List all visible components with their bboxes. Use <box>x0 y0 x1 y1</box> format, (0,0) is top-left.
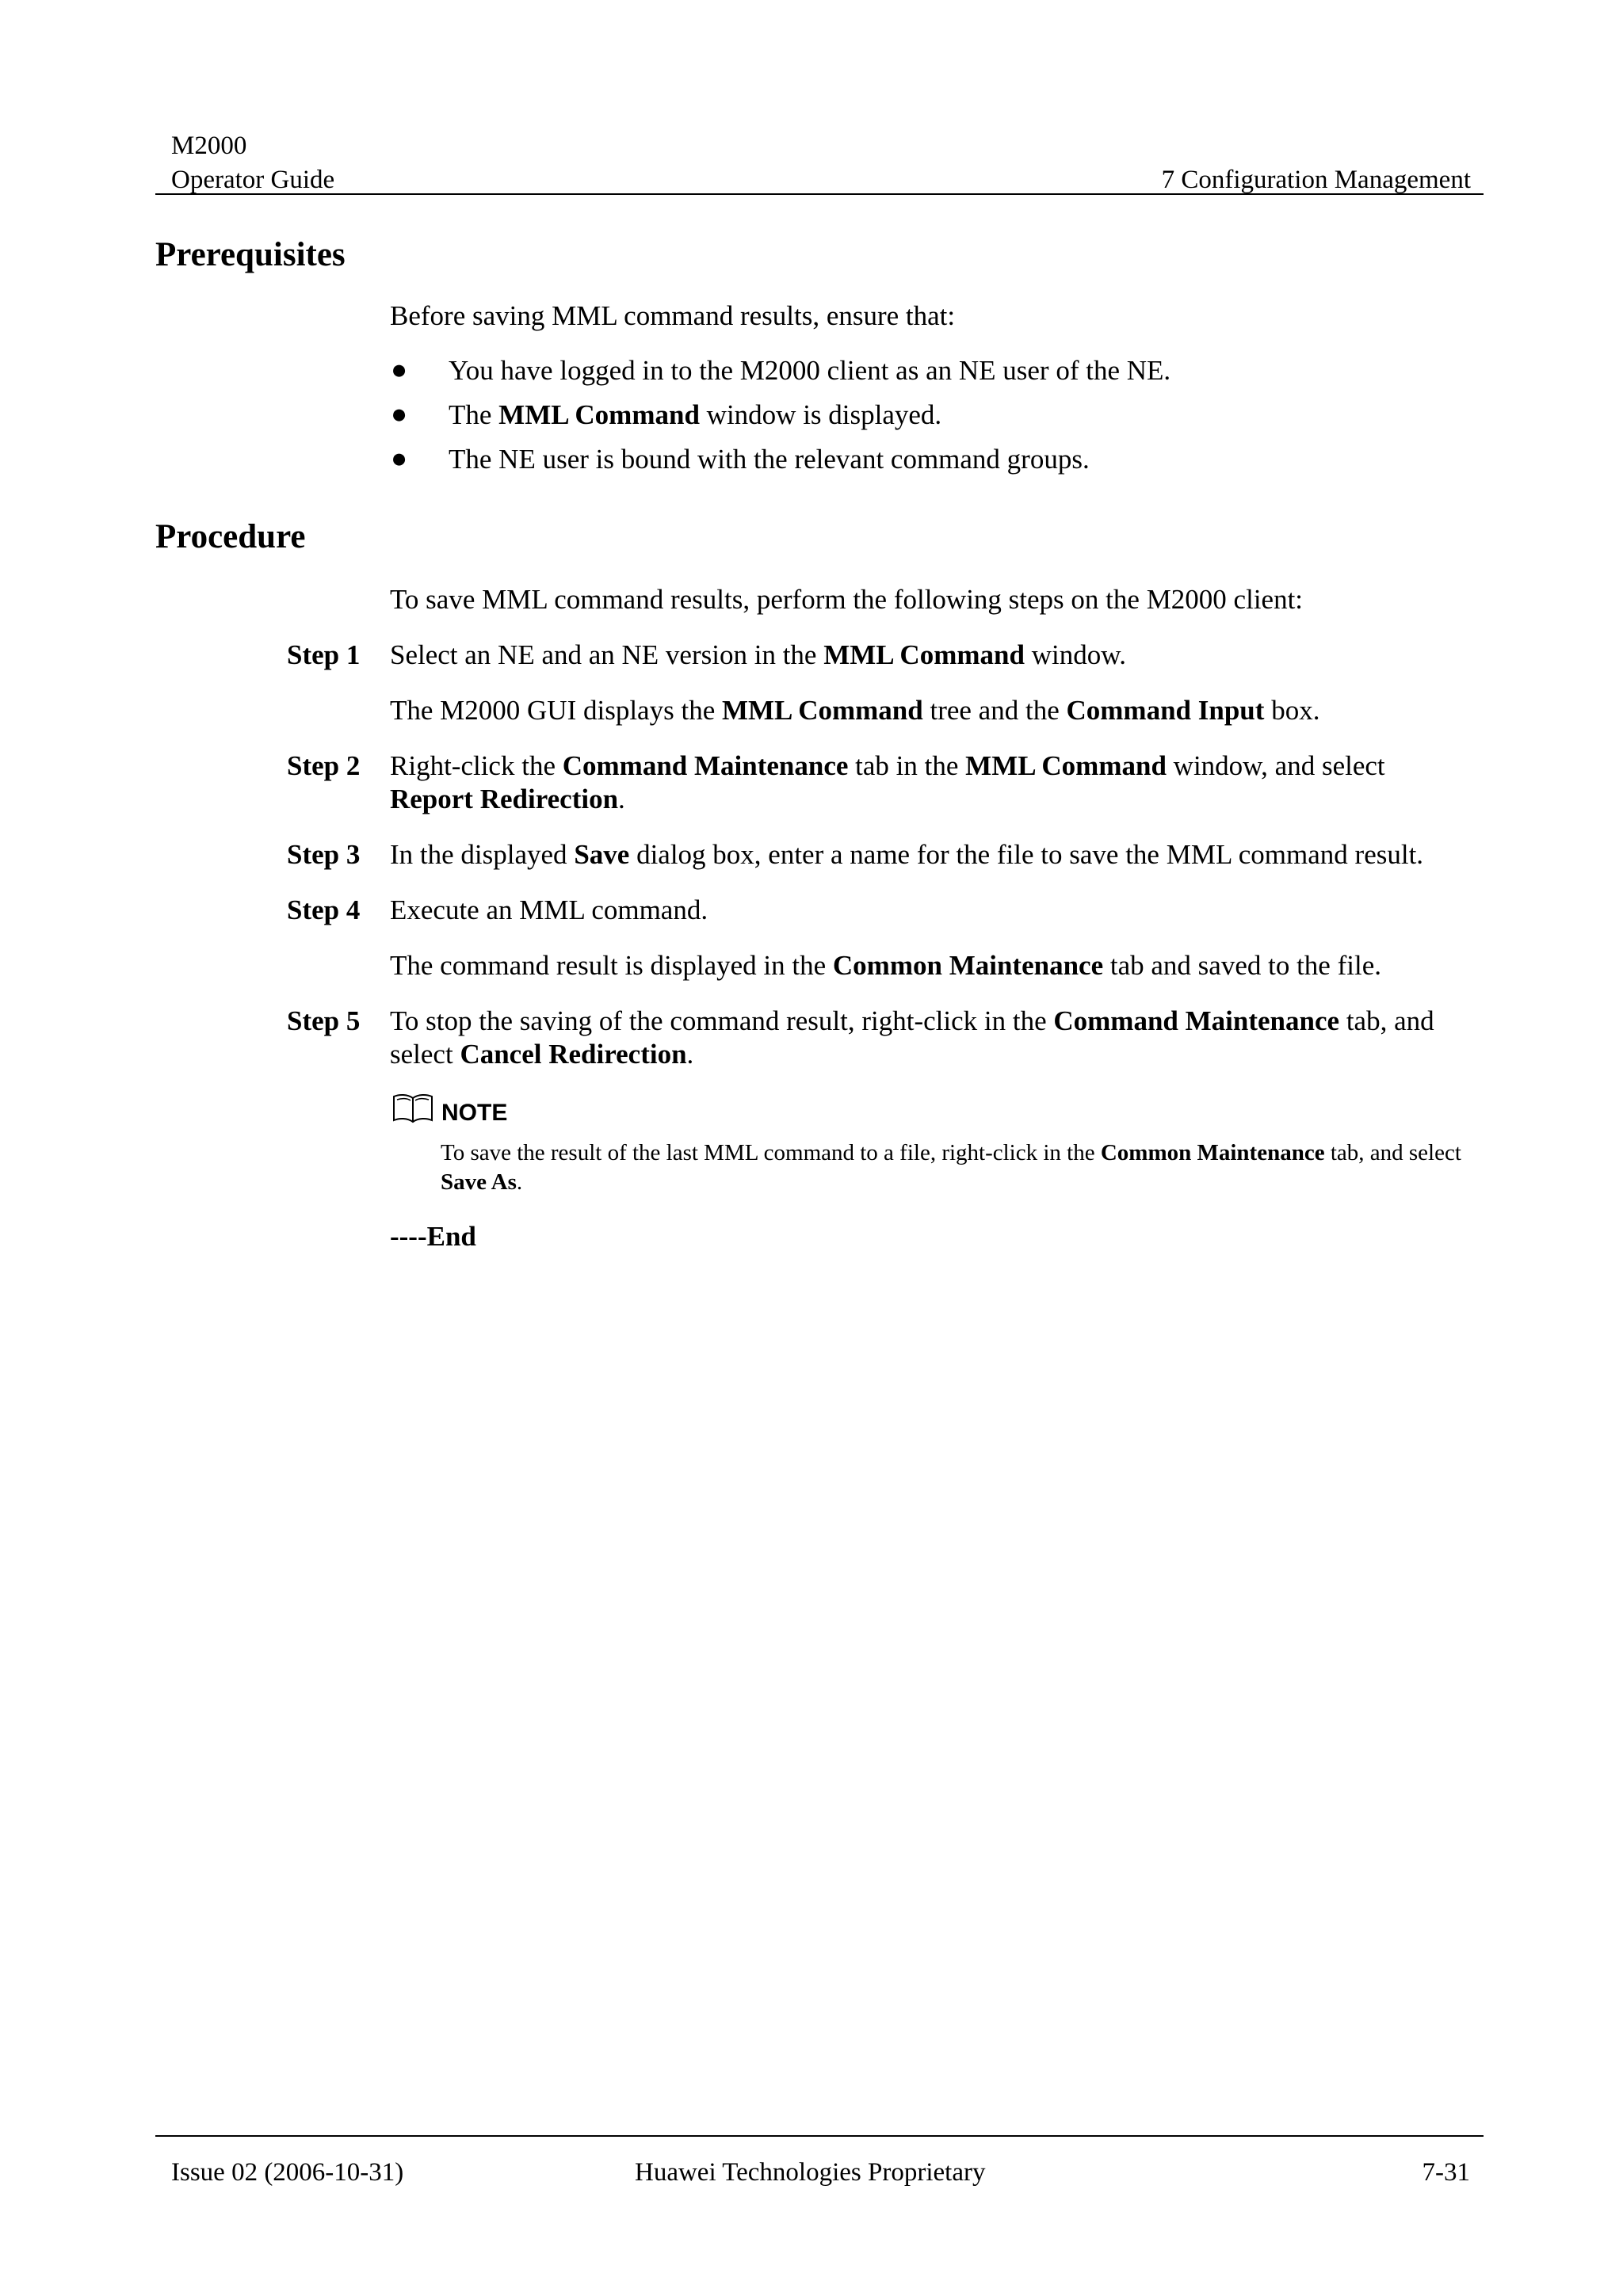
procedure-end: ----End <box>390 1221 476 1252</box>
bullet-dot: ● <box>391 354 408 385</box>
step-1-text: Select an NE and an NE version in the MML Command window. <box>390 639 1126 670</box>
footer-proprietary: Huawei Technologies Proprietary <box>635 2158 986 2187</box>
prereq-bullet-3: The NE user is bound with the relevant command groups. <box>449 444 1090 475</box>
note-title: NOTE <box>441 1100 508 1126</box>
step-3-text: In the displayed Save dialog box, enter a name for the file to save the MML command result. <box>390 839 1424 870</box>
book-icon <box>391 1092 434 1123</box>
prerequisites-intro: Before saving MML command results, ensure that: <box>390 300 956 331</box>
prereq-bullet-2: The MML Command window is displayed. <box>449 399 942 430</box>
note-text: To save the result of the last MML command to a file, right-click in the Common Maintenance tab, and select Save As. <box>441 1140 1461 1195</box>
procedure-intro: To save MML command results, perform the following steps on the M2000 client: <box>390 584 1304 615</box>
header-product: M2000 <box>171 132 247 160</box>
step-4-label: Step 4 <box>287 894 361 925</box>
step-4-text: Execute an MML command. <box>390 894 708 925</box>
step-1-label: Step 1 <box>287 639 361 670</box>
prerequisites-heading: Prerequisites <box>155 236 346 273</box>
step-4-result: The command result is displayed in the Common Maintenance tab and saved to the file. <box>390 950 1381 981</box>
step-2-label: Step 2 <box>287 750 361 781</box>
footer-issue: Issue 02 (2006-10-31) <box>171 2158 404 2187</box>
step-3-label: Step 3 <box>287 839 361 870</box>
header-chapter: 7 Configuration Management <box>1161 166 1471 194</box>
step-5-text-cont: select Cancel Redirection. <box>390 1039 694 1070</box>
step-1-result: The M2000 GUI displays the MML Command tree and the Command Input box. <box>390 695 1320 726</box>
footer-divider <box>155 2135 1484 2137</box>
procedure-heading: Procedure <box>155 518 306 555</box>
step-5-label: Step 5 <box>287 1005 361 1036</box>
step-2-text: Right-click the Command Maintenance tab in the MML Command window, and select <box>390 750 1385 781</box>
step-2-text-cont: Report Redirection. <box>390 784 625 814</box>
prereq-bullet-1: You have logged in to the M2000 client as an NE user of the NE. <box>449 355 1171 386</box>
bullet-dot: ● <box>391 399 408 429</box>
bullet-dot: ● <box>391 443 408 474</box>
header-divider <box>155 193 1484 195</box>
step-5-text: To stop the saving of the command result, right-click in the Command Maintenance tab, and <box>390 1005 1434 1036</box>
footer-page-number: 7-31 <box>1422 2158 1470 2187</box>
header-doc-title: Operator Guide <box>171 166 335 194</box>
